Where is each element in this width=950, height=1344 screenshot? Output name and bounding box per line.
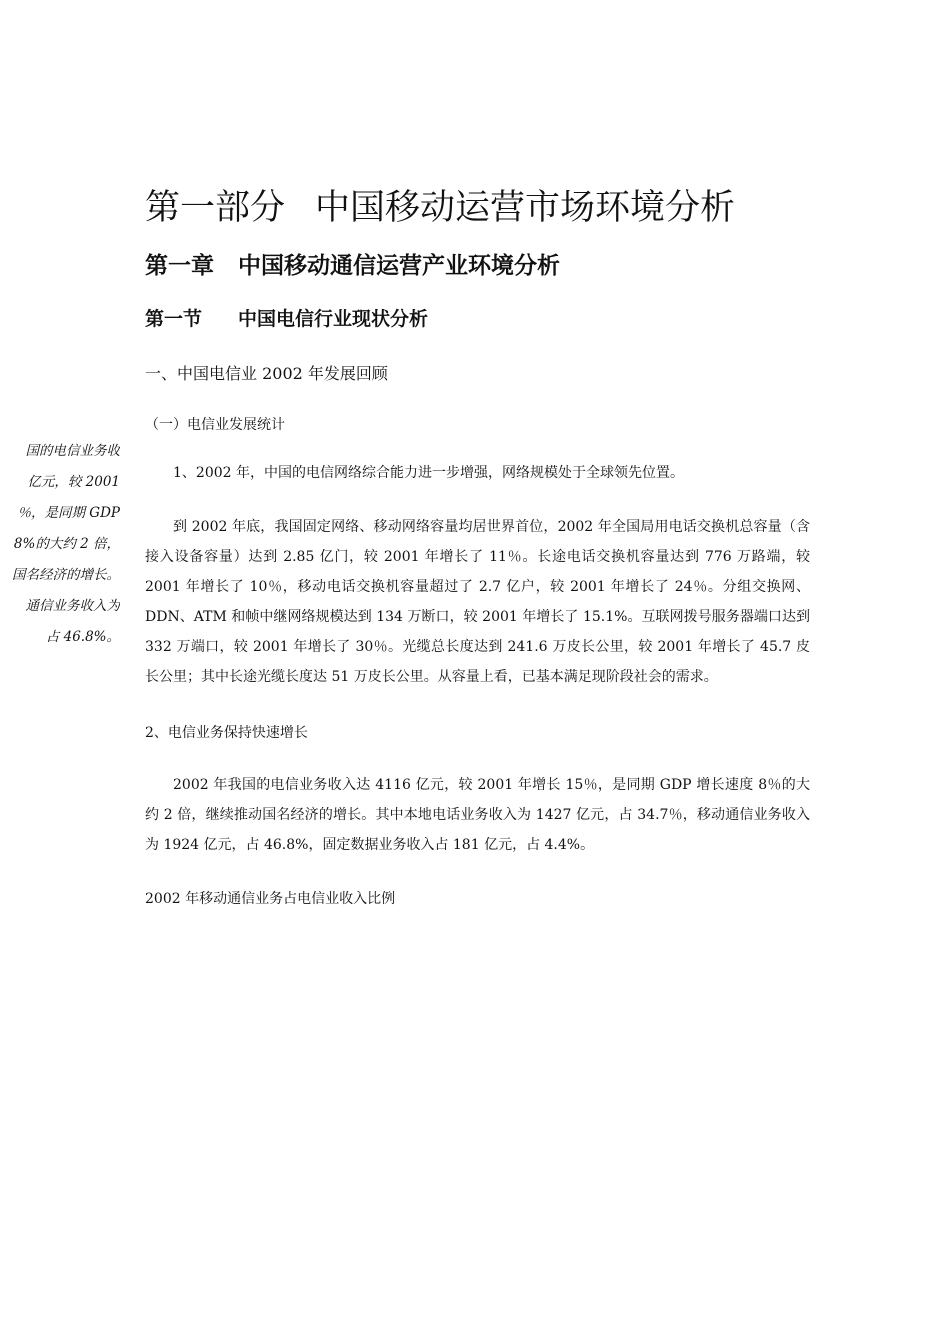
subsection-heading: 一、中国电信业 2002 年发展回顾 xyxy=(145,364,388,383)
section-name: 中国电信行业现状分析 xyxy=(238,308,429,330)
chapter-name: 中国移动通信运营产业环境分析 xyxy=(238,253,560,279)
pull-quote-line: 通信业务收入为 xyxy=(25,598,120,614)
paragraph-revenue-growth: 2002 年我国的电信业务收入达 4116 亿元，较 2001 年增长 15％，是同期 GDP 增长速度 8％的大约 2 倍，继续推动国名经济的增长。其中本地电话业务收入为 1427 亿元，占 34.7％，移动通信业务收入为 1924 亿元，占 46.8%，固定数据业务收入占 181 亿元，占 4.4%。 xyxy=(145,777,810,853)
paragraph-network-capability: 1、2002 年，中国的电信网络综合能力进一步增强，网络规模处于全球领先位置。 xyxy=(173,465,684,481)
document-body xyxy=(145,180,810,914)
sidebar-pull-quote xyxy=(0,436,120,653)
point-heading: 2、电信业务保持快速增长 xyxy=(145,725,308,741)
section-title xyxy=(145,304,810,334)
part-number: 第一部分 xyxy=(145,188,286,228)
chapter-number: 第一章 xyxy=(145,253,214,279)
pull-quote-line: ％，是同期 GDP xyxy=(17,505,120,521)
pull-quote-line: 亿元，较 2001 xyxy=(27,474,120,490)
paragraph-network-capacity: 到 2002 年底，我国固定网络、移动网络容量均居世界首位，2002 年全国局用电话交换机总容量（含接入设备容量）达到 2.85 亿门，较 2001 年增长了 11％。长途电话交换机容量达到 776 万路端，较 2001 年增长了 10％，移动电话交换机容量超过了 2.7 亿户，较 2001 年增长了 24％。分组交换网、DDN、ATM 和帧中继网络规模达到 134 万断口，较 2001 年增长了 15.1%。互联网拨号服务器端口达到 332 万端口，较 2001 年增长了 30％。光缆总长度达到 241.6 万皮长公里，较 2001 年增长了 45.7 皮长公里；其中长途光缆长度达 51 万皮长公里。从容量上看，已基本满足现阶段社会的需求。 xyxy=(145,519,810,685)
part-name: 中国移动运营市场环境分析 xyxy=(315,188,736,228)
part-title xyxy=(145,180,810,236)
pull-quote-line: 占 46.8%。 xyxy=(45,629,120,645)
sub-subsection-heading: （一）电信业发展统计 xyxy=(145,417,285,433)
pull-quote-line: 8%的大约 2 倍， xyxy=(13,536,120,552)
figure-caption: 2002 年移动通信业务占电信业收入比例 xyxy=(145,891,396,907)
pull-quote-line: 国的电信业务收 xyxy=(25,443,120,459)
chapter-title xyxy=(145,248,810,284)
section-number: 第一节 xyxy=(145,308,203,330)
pull-quote-line: 国名经济的增长。 xyxy=(12,567,120,583)
